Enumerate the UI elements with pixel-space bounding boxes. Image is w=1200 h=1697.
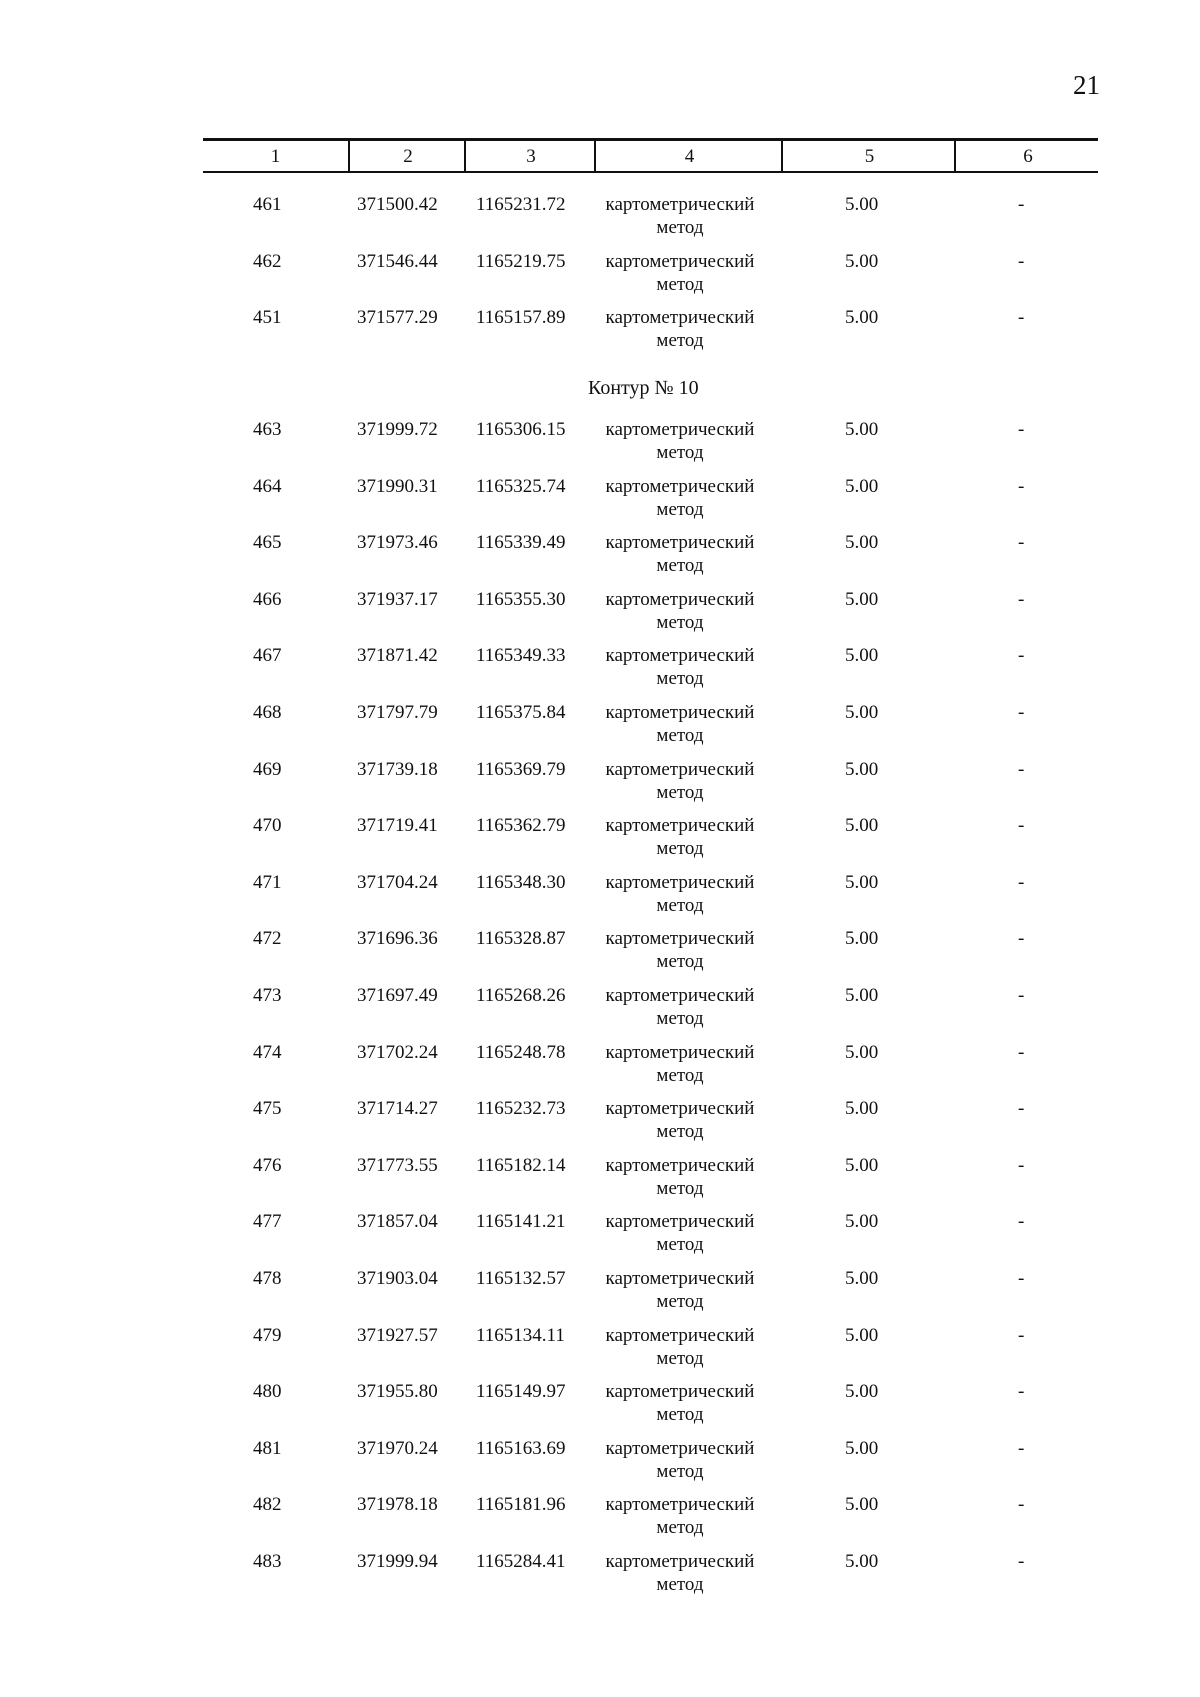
x-coordinate-cell: 371955.80 bbox=[357, 1381, 438, 1402]
table-row bbox=[0, 927, 1200, 977]
table-row bbox=[0, 1437, 1200, 1487]
x-coordinate-cell: 371871.42 bbox=[357, 645, 438, 666]
x-coordinate-cell: 371546.44 bbox=[357, 251, 438, 272]
x-coordinate-cell: 371973.46 bbox=[357, 532, 438, 553]
point-number-cell: 477 bbox=[253, 1211, 282, 1232]
note-cell: - bbox=[1018, 1381, 1025, 1402]
y-coordinate-cell: 1165349.33 bbox=[476, 645, 566, 666]
precision-cell: 5.00 bbox=[845, 702, 879, 723]
method-cell: картометрический метод bbox=[605, 1438, 755, 1482]
x-coordinate-cell: 371702.24 bbox=[357, 1042, 438, 1063]
precision-cell: 5.00 bbox=[845, 1381, 879, 1402]
table-row bbox=[0, 306, 1200, 356]
point-number-cell: 466 bbox=[253, 589, 282, 610]
note-cell: - bbox=[1018, 1438, 1025, 1459]
method-cell: картометрический метод bbox=[605, 194, 755, 238]
method-cell: картометрический метод bbox=[605, 815, 755, 859]
point-number-cell: 473 bbox=[253, 985, 282, 1006]
point-number-cell: 481 bbox=[253, 1438, 282, 1459]
y-coordinate-cell: 1165141.21 bbox=[476, 1211, 566, 1232]
table-row bbox=[0, 193, 1200, 243]
table-row bbox=[0, 531, 1200, 581]
table-row bbox=[0, 1041, 1200, 1091]
point-number-cell: 465 bbox=[253, 532, 282, 553]
method-cell: картометрический метод bbox=[605, 985, 755, 1029]
table-row bbox=[0, 1324, 1200, 1374]
note-cell: - bbox=[1018, 419, 1025, 440]
y-coordinate-cell: 1165149.97 bbox=[476, 1381, 566, 1402]
y-coordinate-cell: 1165132.57 bbox=[476, 1268, 566, 1289]
table-row bbox=[0, 644, 1200, 694]
x-coordinate-cell: 371999.94 bbox=[357, 1551, 438, 1572]
point-number-cell: 451 bbox=[253, 307, 282, 328]
method-cell: картометрический метод bbox=[605, 1494, 755, 1538]
precision-cell: 5.00 bbox=[845, 872, 879, 893]
y-coordinate-cell: 1165339.49 bbox=[476, 532, 566, 553]
point-number-cell: 472 bbox=[253, 928, 282, 949]
y-coordinate-cell: 1165328.87 bbox=[476, 928, 566, 949]
note-cell: - bbox=[1018, 251, 1025, 272]
point-number-cell: 478 bbox=[253, 1268, 282, 1289]
method-cell: картометрический метод bbox=[605, 645, 755, 689]
y-coordinate-cell: 1165306.15 bbox=[476, 419, 566, 440]
precision-cell: 5.00 bbox=[845, 194, 879, 215]
table-row bbox=[0, 250, 1200, 300]
page-number: 21 bbox=[1073, 70, 1100, 100]
precision-cell: 5.00 bbox=[845, 589, 879, 610]
x-coordinate-cell: 371927.57 bbox=[357, 1325, 438, 1346]
section-title: Контур № 10 bbox=[588, 377, 699, 399]
point-number-cell: 463 bbox=[253, 419, 282, 440]
table-row bbox=[0, 1097, 1200, 1147]
x-coordinate-cell: 371697.49 bbox=[357, 985, 438, 1006]
note-cell: - bbox=[1018, 928, 1025, 949]
precision-cell: 5.00 bbox=[845, 1551, 879, 1572]
x-coordinate-cell: 371903.04 bbox=[357, 1268, 438, 1289]
note-cell: - bbox=[1018, 194, 1025, 215]
note-cell: - bbox=[1018, 589, 1025, 610]
y-coordinate-cell: 1165231.72 bbox=[476, 194, 566, 215]
table-row bbox=[0, 814, 1200, 864]
y-coordinate-cell: 1165268.26 bbox=[476, 985, 566, 1006]
point-number-cell: 480 bbox=[253, 1381, 282, 1402]
x-coordinate-cell: 371500.42 bbox=[357, 194, 438, 215]
y-coordinate-cell: 1165375.84 bbox=[476, 702, 566, 723]
note-cell: - bbox=[1018, 476, 1025, 497]
note-cell: - bbox=[1018, 1155, 1025, 1176]
table-row bbox=[0, 1267, 1200, 1317]
point-number-cell: 471 bbox=[253, 872, 282, 893]
note-cell: - bbox=[1018, 1268, 1025, 1289]
method-cell: картометрический метод bbox=[605, 307, 755, 351]
method-cell: картометрический метод bbox=[605, 872, 755, 916]
x-coordinate-cell: 371990.31 bbox=[357, 476, 438, 497]
method-cell: картометрический метод bbox=[605, 1381, 755, 1425]
point-number-cell: 476 bbox=[253, 1155, 282, 1176]
table-row bbox=[0, 1550, 1200, 1600]
x-coordinate-cell: 371937.17 bbox=[357, 589, 438, 610]
method-cell: картометрический метод bbox=[605, 251, 755, 295]
y-coordinate-cell: 1165134.11 bbox=[476, 1325, 565, 1346]
method-cell: картометрический метод bbox=[605, 532, 755, 576]
precision-cell: 5.00 bbox=[845, 1042, 879, 1063]
y-coordinate-cell: 1165163.69 bbox=[476, 1438, 566, 1459]
precision-cell: 5.00 bbox=[845, 251, 879, 272]
point-number-cell: 475 bbox=[253, 1098, 282, 1119]
note-cell: - bbox=[1018, 1098, 1025, 1119]
x-coordinate-cell: 371696.36 bbox=[357, 928, 438, 949]
y-coordinate-cell: 1165157.89 bbox=[476, 307, 566, 328]
x-coordinate-cell: 371719.41 bbox=[357, 815, 438, 836]
note-cell: - bbox=[1018, 1042, 1025, 1063]
point-number-cell: 479 bbox=[253, 1325, 282, 1346]
precision-cell: 5.00 bbox=[845, 1325, 879, 1346]
method-cell: картометрический метод bbox=[605, 589, 755, 633]
x-coordinate-cell: 371704.24 bbox=[357, 872, 438, 893]
method-cell: картометрический метод bbox=[605, 1155, 755, 1199]
point-number-cell: 469 bbox=[253, 759, 282, 780]
precision-cell: 5.00 bbox=[845, 1098, 879, 1119]
y-coordinate-cell: 1165284.41 bbox=[476, 1551, 566, 1572]
method-cell: картометрический метод bbox=[605, 1042, 755, 1086]
x-coordinate-cell: 371857.04 bbox=[357, 1211, 438, 1232]
y-coordinate-cell: 1165362.79 bbox=[476, 815, 566, 836]
x-coordinate-cell: 371773.55 bbox=[357, 1155, 438, 1176]
method-cell: картометрический метод bbox=[605, 1268, 755, 1312]
table-row bbox=[0, 1154, 1200, 1204]
note-cell: - bbox=[1018, 1494, 1025, 1515]
header-col-3: 3 bbox=[464, 141, 596, 171]
y-coordinate-cell: 1165181.96 bbox=[476, 1494, 566, 1515]
header-col-4: 4 bbox=[594, 141, 783, 171]
note-cell: - bbox=[1018, 815, 1025, 836]
note-cell: - bbox=[1018, 872, 1025, 893]
precision-cell: 5.00 bbox=[845, 815, 879, 836]
point-number-cell: 483 bbox=[253, 1551, 282, 1572]
x-coordinate-cell: 371714.27 bbox=[357, 1098, 438, 1119]
note-cell: - bbox=[1018, 307, 1025, 328]
point-number-cell: 462 bbox=[253, 251, 282, 272]
y-coordinate-cell: 1165219.75 bbox=[476, 251, 566, 272]
note-cell: - bbox=[1018, 645, 1025, 666]
point-number-cell: 468 bbox=[253, 702, 282, 723]
note-cell: - bbox=[1018, 702, 1025, 723]
method-cell: картометрический метод bbox=[605, 759, 755, 803]
table-row bbox=[0, 871, 1200, 921]
precision-cell: 5.00 bbox=[845, 307, 879, 328]
precision-cell: 5.00 bbox=[845, 1494, 879, 1515]
header-col-2: 2 bbox=[348, 141, 466, 171]
y-coordinate-cell: 1165355.30 bbox=[476, 589, 566, 610]
precision-cell: 5.00 bbox=[845, 1211, 879, 1232]
table-row bbox=[0, 475, 1200, 525]
note-cell: - bbox=[1018, 532, 1025, 553]
method-cell: картометрический метод bbox=[605, 1551, 755, 1595]
note-cell: - bbox=[1018, 759, 1025, 780]
note-cell: - bbox=[1018, 1551, 1025, 1572]
point-number-cell: 470 bbox=[253, 815, 282, 836]
point-number-cell: 464 bbox=[253, 476, 282, 497]
method-cell: картометрический метод bbox=[605, 476, 755, 520]
point-number-cell: 467 bbox=[253, 645, 282, 666]
method-cell: картометрический метод bbox=[605, 1211, 755, 1255]
precision-cell: 5.00 bbox=[845, 759, 879, 780]
note-cell: - bbox=[1018, 1325, 1025, 1346]
precision-cell: 5.00 bbox=[845, 928, 879, 949]
y-coordinate-cell: 1165348.30 bbox=[476, 872, 566, 893]
header-col-5: 5 bbox=[781, 141, 956, 171]
precision-cell: 5.00 bbox=[845, 476, 879, 497]
x-coordinate-cell: 371978.18 bbox=[357, 1494, 438, 1515]
precision-cell: 5.00 bbox=[845, 1438, 879, 1459]
precision-cell: 5.00 bbox=[845, 645, 879, 666]
precision-cell: 5.00 bbox=[845, 1268, 879, 1289]
header-col-6: 6 bbox=[954, 141, 1100, 171]
method-cell: картометрический метод bbox=[605, 419, 755, 463]
table-header bbox=[203, 138, 1098, 173]
precision-cell: 5.00 bbox=[845, 1155, 879, 1176]
point-number-cell: 482 bbox=[253, 1494, 282, 1515]
y-coordinate-cell: 1165232.73 bbox=[476, 1098, 566, 1119]
table-row bbox=[0, 588, 1200, 638]
method-cell: картометрический метод bbox=[605, 1325, 755, 1369]
precision-cell: 5.00 bbox=[845, 532, 879, 553]
y-coordinate-cell: 1165369.79 bbox=[476, 759, 566, 780]
table-row bbox=[0, 758, 1200, 808]
method-cell: картометрический метод bbox=[605, 928, 755, 972]
table-row bbox=[0, 1210, 1200, 1260]
precision-cell: 5.00 bbox=[845, 985, 879, 1006]
table-row bbox=[0, 1493, 1200, 1543]
y-coordinate-cell: 1165248.78 bbox=[476, 1042, 566, 1063]
point-number-cell: 461 bbox=[253, 194, 282, 215]
x-coordinate-cell: 371739.18 bbox=[357, 759, 438, 780]
table-row bbox=[0, 701, 1200, 751]
note-cell: - bbox=[1018, 985, 1025, 1006]
x-coordinate-cell: 371797.79 bbox=[357, 702, 438, 723]
y-coordinate-cell: 1165182.14 bbox=[476, 1155, 566, 1176]
y-coordinate-cell: 1165325.74 bbox=[476, 476, 566, 497]
note-cell: - bbox=[1018, 1211, 1025, 1232]
table-row bbox=[0, 1380, 1200, 1430]
x-coordinate-cell: 371577.29 bbox=[357, 307, 438, 328]
x-coordinate-cell: 371970.24 bbox=[357, 1438, 438, 1459]
method-cell: картометрический метод bbox=[605, 1098, 755, 1142]
table-row bbox=[0, 984, 1200, 1034]
method-cell: картометрический метод bbox=[605, 702, 755, 746]
header-col-1: 1 bbox=[270, 145, 281, 167]
table-row bbox=[0, 418, 1200, 468]
precision-cell: 5.00 bbox=[845, 419, 879, 440]
point-number-cell: 474 bbox=[253, 1042, 282, 1063]
x-coordinate-cell: 371999.72 bbox=[357, 419, 438, 440]
